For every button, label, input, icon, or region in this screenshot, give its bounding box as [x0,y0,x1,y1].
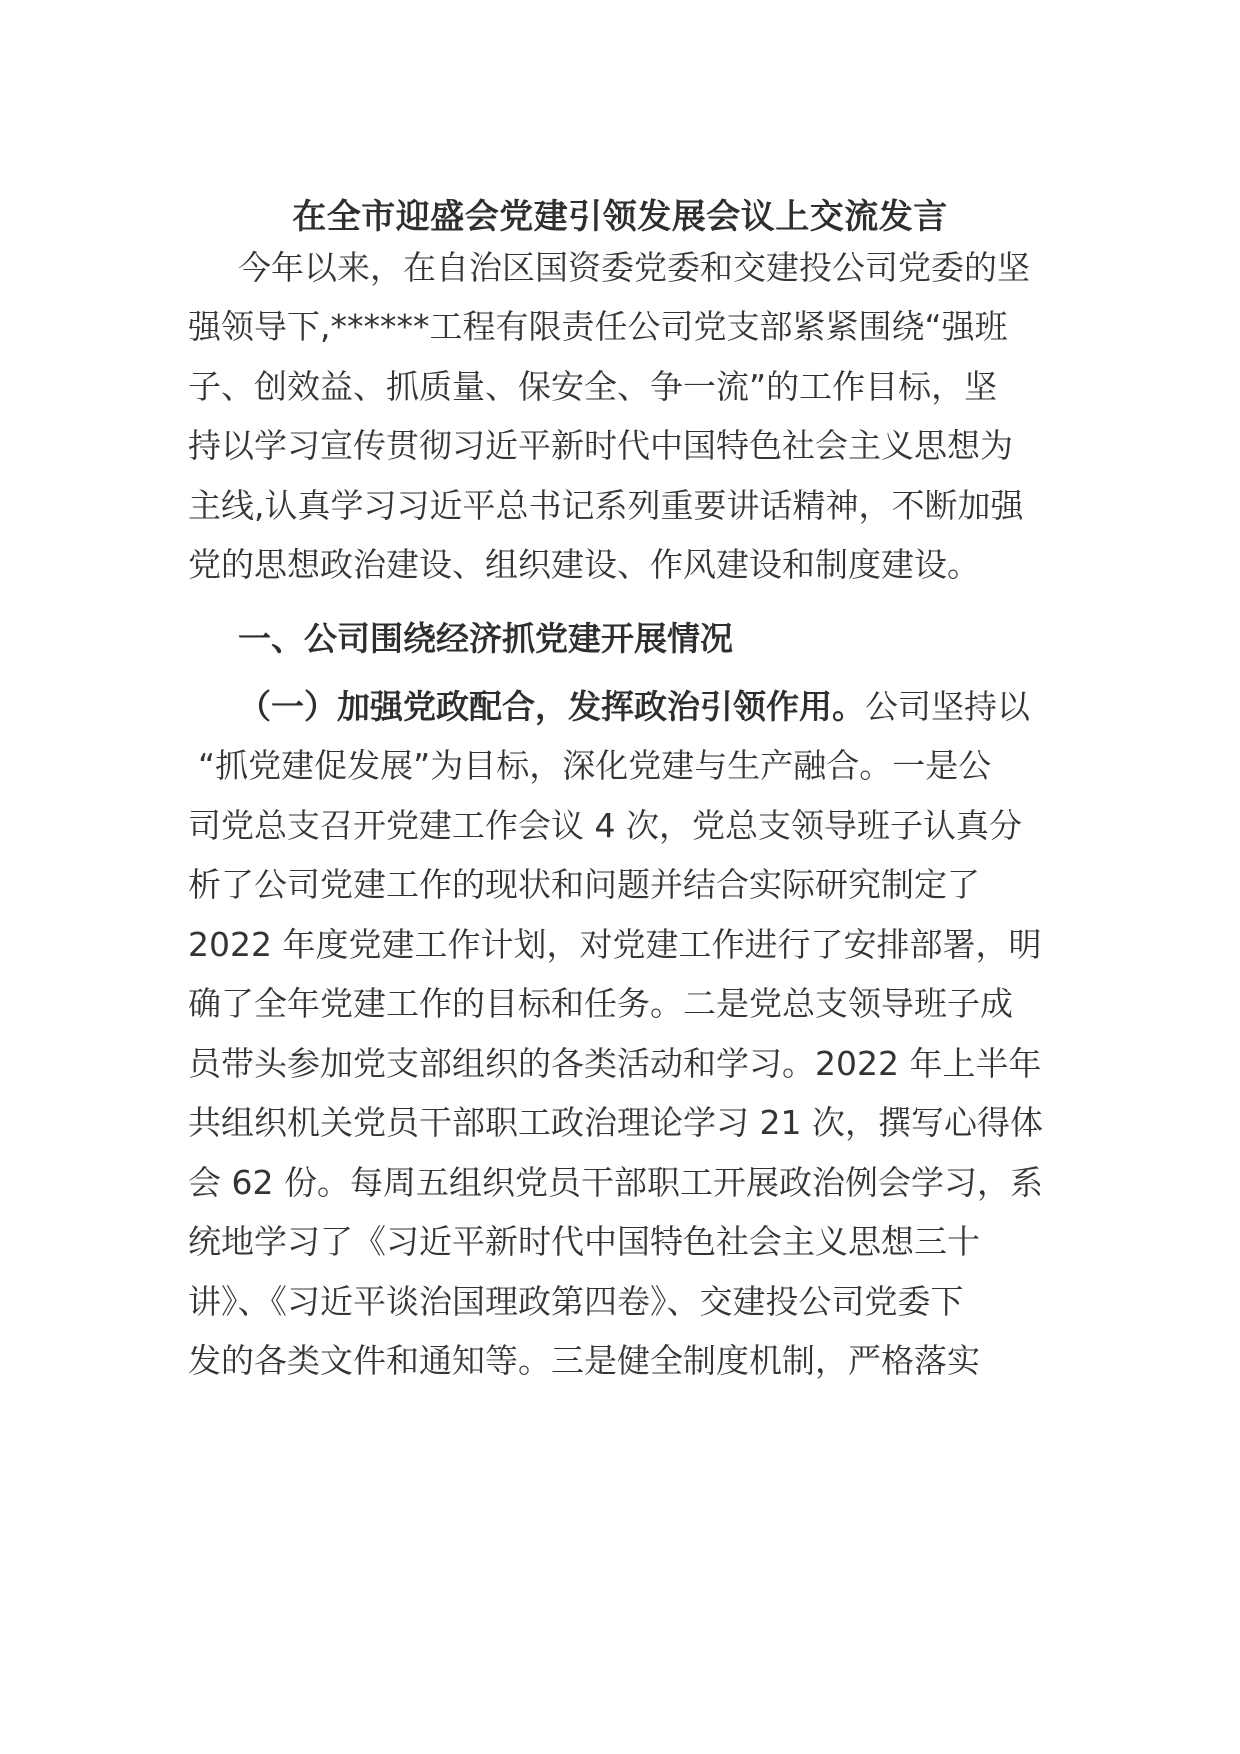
body-line: 2022 年度党建工作计划，对党建工作进行了安排部署，明 [188,925,1042,964]
body-line: 讲》、《习近平谈治国理政第四卷》、交建投公司党委下 [188,1282,964,1321]
body-line: 统地学习了《习近平新时代中国特色社会主义思想三十 [188,1222,980,1261]
intro-line: 党的思想政治建设、组织建设、作风建设和制度建设。 [188,545,980,584]
intro-line: 主线,认真学习习近平总书记系列重要讲话精神，不断加强 [188,486,1024,525]
body-line: 确了全年党建工作的目标和任务。二是党总支领导班子成 [188,984,1013,1023]
intro-line: 持以学习宣传贯彻习近平新时代中国特色社会主义思想为 [188,426,1013,465]
intro-line: 子、创效益、抓质量、保安全、争一流”的工作目标，坚 [188,367,998,406]
document-title: 在全市迎盛会党建引领发展会议上交流发言 [292,197,948,237]
subsection-text: 公司坚持以 [865,687,1030,726]
body-line: 会 62 份。每周五组织党员干部职工开展政治例会学习，系 [188,1163,1043,1202]
subsection-title: （一）加强党政配合，发挥政治引领作用。 [238,687,865,726]
subsection-first-line [238,682,1030,732]
intro-line: 今年以来，在自治区国资委党委和交建投公司党委的坚 [238,248,1030,287]
body-line: 共组织机关党员干部职工政治理论学习 21 次，撰写心得体 [188,1103,1043,1142]
body-line: 析了公司党建工作的现状和问题并结合实际研究制定了 [188,865,980,904]
body-line: “抓党建促发展”为目标，深化党建与生产融合。一是公 [198,746,992,785]
intro-line: 强领导下,******工程有限责任公司党支部紧紧围绕“强班 [188,307,1008,346]
body-line: 司党总支召开党建工作会议 4 次，党总支领导班子认真分 [188,806,1022,845]
body-line: 发的各类文件和通知等。三是健全制度机制，严格落实 [188,1341,980,1380]
section-heading: 一、公司围绕经济抓党建开展情况 [238,619,733,658]
body-line: 员带头参加党支部组织的各类活动和学习。2022 年上半年 [188,1044,1042,1083]
